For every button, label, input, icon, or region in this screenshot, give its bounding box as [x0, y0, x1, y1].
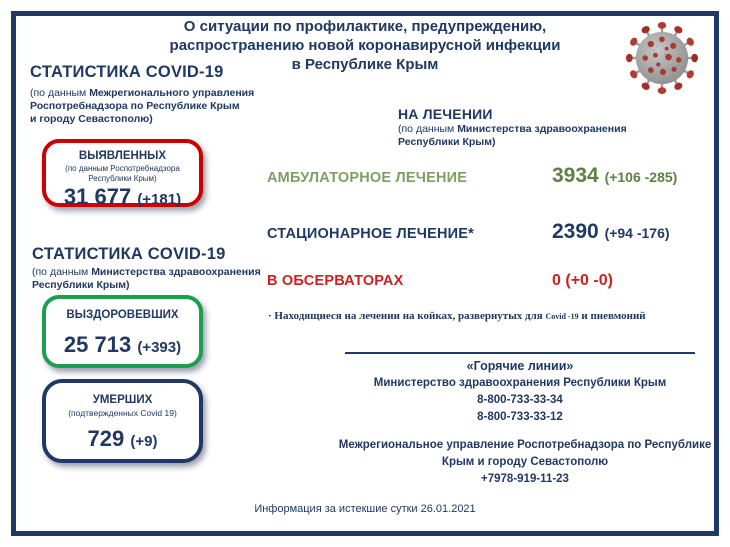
row-value: 3934: [552, 164, 599, 187]
title-line-1: О ситуации по профилактике, предупреждению,: [183, 18, 547, 35]
detected-box: [42, 139, 203, 207]
divider-line: [345, 352, 695, 354]
row-label: СТАЦИОНАРНОЕ ЛЕЧЕНИЕ*: [267, 226, 474, 242]
row-value: 0: [552, 272, 561, 289]
treatment-row-ambulatory: [267, 164, 690, 188]
stats-section-2-heading: СТАТИСТИКА COVID-19: [32, 245, 226, 263]
detected-source: (по данным Роспотребнадзора Республики Крым): [65, 164, 180, 183]
hotline-phone-3: +7978-919-11-23: [481, 473, 569, 485]
footnote-covid: Covid -19: [545, 312, 579, 321]
hotline-org-2-line-2: Крым и городу Севастополю: [441, 456, 609, 468]
stats-section-1-source: (по данным Межрегионального управления Роспотребнадзора по Республике Крым и городу Севастополю): [30, 87, 255, 125]
row-label: АМБУЛАТОРНОЕ ЛЕЧЕНИЕ: [267, 170, 468, 186]
deceased-source: (подтвержденных Covid 19): [68, 408, 177, 418]
title-line-2: распространению новой коронавирусной инфекции: [169, 37, 561, 54]
recovered-box: [42, 295, 203, 368]
hotline-phone-2: 8-800-733-33-12: [477, 411, 563, 423]
deceased-value: 729: [87, 426, 125, 451]
hotline-org-1: Министерство здравоохранения Республики Крым: [373, 377, 667, 389]
row-delta: (+94 -176): [604, 225, 670, 241]
stats-section-2-source: (по данным Министерства здравоохранения Республики Крым): [32, 266, 261, 291]
treatment-row-observators: [267, 272, 690, 290]
hotlines-heading: «Горячие линии»: [466, 359, 574, 373]
recovered-delta: (+393): [137, 339, 182, 356]
row-value: 2390: [552, 220, 599, 243]
title-line-3: в Республике Крым: [291, 56, 439, 73]
row-label: В ОБСЕРВАТОРАХ: [267, 273, 404, 289]
rospotrebnadzor-block: [330, 437, 720, 488]
treatment-heading: НА ЛЕЧЕНИИ: [398, 106, 493, 122]
source-org: Межрегионального управления: [89, 87, 255, 99]
treatment-footnote: · Находящиеся на лечении на койках, развернутых для Covid -19 и пневмоний: [268, 310, 646, 322]
row-delta: (+106 -285): [604, 169, 678, 185]
hotline-phone-1: 8-800-733-33-34: [477, 394, 563, 406]
hotlines-block: [345, 358, 695, 426]
detected-value: 31 677: [63, 184, 132, 209]
source-prefix: (по данным: [30, 87, 90, 99]
row-delta: (+0 -0): [565, 272, 613, 289]
treatment-row-hospital: [267, 220, 690, 244]
detected-delta: (+181): [137, 191, 182, 208]
deceased-delta: (+9): [130, 433, 158, 450]
recovered-label: ВЫЗДОРОВЕВШИХ: [66, 309, 179, 321]
detected-label: ВЫЯВЛЕННЫХ: [78, 150, 167, 162]
deceased-box: [42, 379, 203, 463]
coronavirus-icon: [620, 16, 704, 100]
recovered-value: 25 713: [63, 332, 132, 357]
footer-note: Информация за истекшие сутки 26.01.2021: [254, 503, 476, 515]
hotline-org-2-line-1: Межрегиональное управление Роспотребнадзора по Республике: [338, 439, 712, 451]
treatment-source: (по данным Министерства здравоохранения Республики Крым): [398, 123, 627, 148]
deceased-label: УМЕРШИХ: [92, 394, 153, 406]
stats-section-1-heading: СТАТИСТИКА COVID-19: [30, 63, 224, 81]
